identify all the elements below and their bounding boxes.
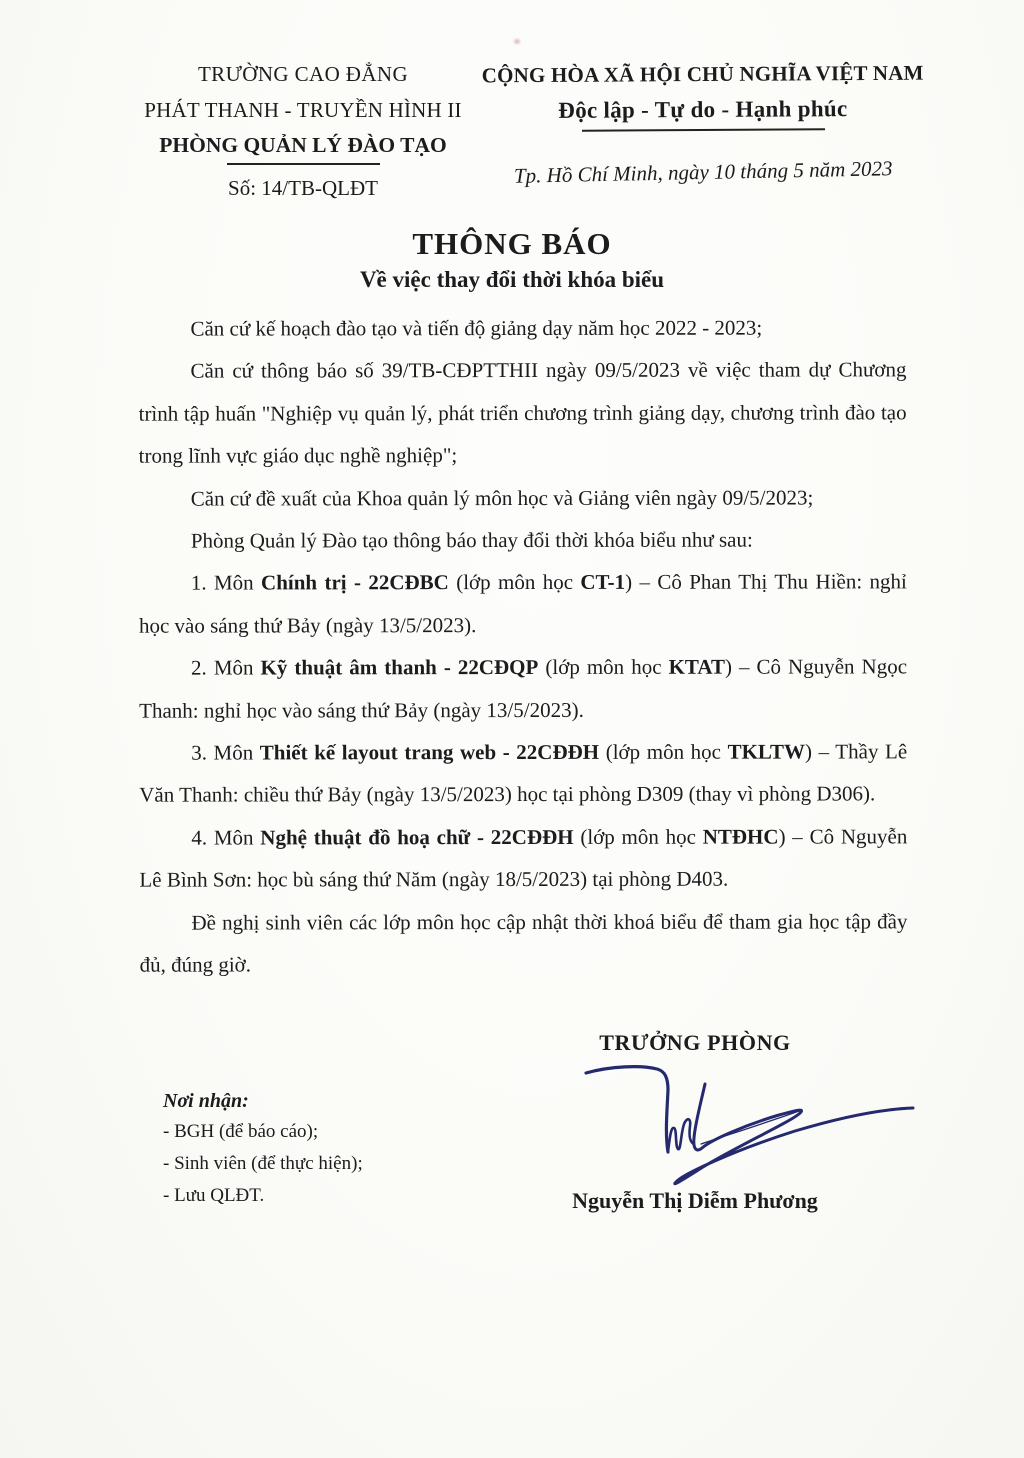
org-underline xyxy=(227,163,380,165)
place-date-line: Tp. Hồ Chí Minh, ngày 10 tháng 5 năm 2023 xyxy=(513,156,893,188)
issuing-org-block xyxy=(138,62,468,201)
bold-text-segment: NTĐHC xyxy=(702,824,779,849)
text-segment: Căn cứ đề xuất của Khoa quản lý môn học và Giảng viên ngày 09/5/2023; xyxy=(190,485,814,511)
text-segment: ) – Cô Nguyễn Ngọc Thanh: nghỉ học vào sáng thứ Bảy (ngày 13/5/2023). xyxy=(139,654,908,723)
schedule-item-2 xyxy=(139,646,907,732)
schedule-item-1 xyxy=(139,561,907,647)
recipient-item: - BGH (để báo cáo); xyxy=(163,1121,319,1142)
bold-text-segment: KTAT xyxy=(668,654,725,679)
org-line-1: TRƯỜNG CAO ĐẲNG xyxy=(197,62,409,86)
document-footer xyxy=(0,1024,1024,1284)
paragraph-basis-1 xyxy=(138,306,906,350)
bold-text-segment: Thiết kế layout trang web - 22CĐĐH xyxy=(259,739,600,765)
text-segment: 3. Môn xyxy=(191,740,260,765)
document-number: Số: 14/TB-QLĐT xyxy=(228,176,378,200)
text-segment: Đề nghị sinh viên các lớp môn học cập nhật thời khoá biểu để tham gia học tập đầy đủ, đúng giờ. xyxy=(139,909,908,977)
org-line-3: PHÒNG QUẢN LÝ ĐÀO TẠO xyxy=(159,133,447,157)
text-segment: Căn cứ kế hoạch đào tạo và tiến độ giảng dạy năm học 2022 - 2023; xyxy=(190,315,763,341)
paragraph-closing xyxy=(139,900,907,986)
title-block xyxy=(0,226,1024,293)
text-segment: 2. Môn xyxy=(191,655,261,680)
text-segment: (lớp môn học xyxy=(573,824,703,849)
recipients-block xyxy=(163,1090,363,1210)
schedule-item-4 xyxy=(139,815,907,901)
paragraph-intro xyxy=(139,518,907,562)
text-segment: 1. Môn xyxy=(190,570,262,596)
text-segment: ) – Thầy Lê Văn Thanh: chiều thứ Bảy (ngày 13/5/2023) học tại phòng D309 (thay vì phòng D306). xyxy=(139,739,908,808)
bold-text-segment: Nghệ thuật đồ hoạ chữ - 22CĐĐH xyxy=(260,824,574,850)
schedule-item-3 xyxy=(139,730,907,816)
text-segment: (lớp môn học xyxy=(448,570,581,595)
text-segment: Căn cứ thông báo số 39/TB-CĐPTTHII ngày 09/5/2023 về việc tham dự Chương trình tập huấn "Nghiệp vụ quản lý, phát triển chương trình giảng dạy, chương trình đào tạo trong lĩnh vực giáo dục nghề nghiệp"; xyxy=(138,357,907,468)
bold-text-segment: Kỹ thuật âm thanh - 22CĐQP xyxy=(260,655,539,680)
recipient-item: - Lưu QLĐT. xyxy=(163,1185,265,1207)
recipients-title: Nơi nhận: xyxy=(163,1090,249,1112)
signer-title: TRƯỞNG PHÒNG xyxy=(599,1030,791,1055)
motto-underline xyxy=(581,128,824,131)
text-segment: Phòng Quản lý Đào tạo thông báo thay đổi thời khóa biểu như sau: xyxy=(190,527,753,553)
signer-name: Nguyễn Thị Diễm Phương xyxy=(572,1188,818,1213)
paragraph-basis-2 xyxy=(138,349,906,478)
bold-text-segment: TKLTW xyxy=(727,739,806,764)
bold-text-segment: CT-1 xyxy=(580,570,626,595)
document-subtitle: Về việc thay đổi thời khóa biểu xyxy=(359,267,665,292)
paragraph-basis-3 xyxy=(139,476,907,520)
text-segment: (lớp môn học xyxy=(538,654,669,680)
document-title: THÔNG BÁO xyxy=(412,226,612,261)
text-segment: 4. Môn xyxy=(191,825,261,850)
document-header xyxy=(138,62,924,201)
scan-artifact-speck xyxy=(514,39,520,44)
org-line-2: PHÁT THANH - TRUYỀN HÌNH II xyxy=(144,98,462,122)
bold-text-segment: Chính trị - 22CĐBC xyxy=(261,570,449,595)
country-line: CỘNG HÒA XÃ HỘI CHỦ NGHĨA VIỆT NAM xyxy=(481,60,924,88)
signature-image xyxy=(583,1062,915,1202)
text-segment: ) – Cô Nguyễn Lê Bình Sơn: học bù sáng thứ Năm (ngày 18/5/2023) tại phòng D403. xyxy=(139,824,908,892)
motto-line: Độc lập - Tự do - Hạnh phúc xyxy=(558,96,848,123)
document-body xyxy=(138,306,907,986)
national-motto-block xyxy=(482,61,925,203)
text-segment: (lớp môn học xyxy=(599,739,728,764)
recipient-item: - Sinh viên (để thực hiện); xyxy=(163,1153,363,1175)
text-segment: ) – Cô Phan Thị Thu Hiền: nghỉ học vào sáng thứ Bảy (ngày 13/5/2023). xyxy=(138,569,907,638)
